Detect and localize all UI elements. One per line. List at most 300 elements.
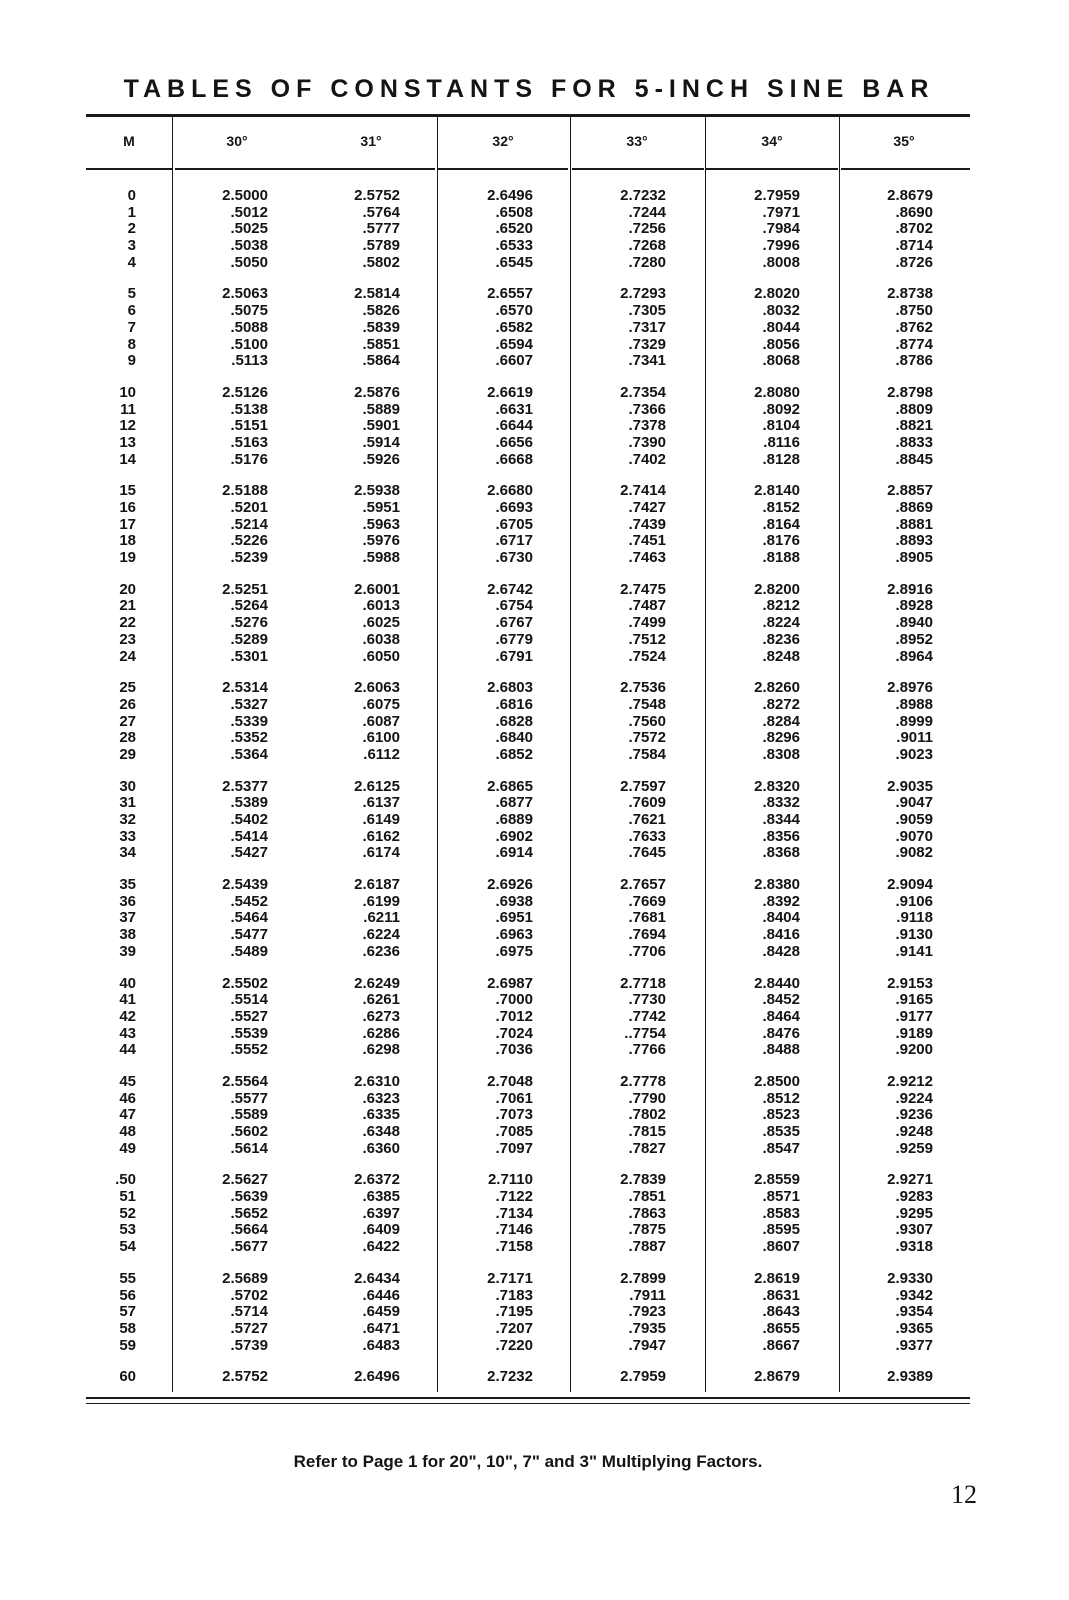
table-cell: .7512 [628, 630, 666, 648]
table-cell: .9283 [895, 1188, 933, 1206]
table-cell: .5963 [362, 515, 400, 533]
table-cell: .8702 [895, 220, 933, 238]
table-cell: .6570 [495, 302, 533, 320]
table-cell: 2.7657 [620, 876, 666, 894]
table-cell: .6211 [363, 909, 400, 927]
table-cell: 2.6865 [487, 777, 533, 795]
table-cell: .7609 [628, 794, 666, 812]
table-cell: .5151 [230, 417, 268, 435]
table-cell: .6335 [362, 1106, 400, 1124]
table-cell: .7815 [628, 1123, 666, 1140]
table-cell: .8416 [762, 926, 800, 944]
table-cell: .8068 [762, 352, 800, 370]
table-cell: .5739 [230, 1336, 268, 1354]
table-cell: .7195 [495, 1303, 533, 1321]
table-cell: .5527 [230, 1007, 268, 1025]
table-cell: .7560 [628, 712, 666, 730]
table-cell: 53 [119, 1221, 136, 1239]
row-group-gap [190, 567, 268, 582]
table-cell: .5201 [230, 499, 268, 516]
table-cell: 2.9153 [887, 974, 933, 992]
row-group-gap [86, 961, 136, 976]
table-cell: .5138 [230, 400, 268, 418]
table-cell: .5226 [230, 532, 268, 550]
table-cell: 2.5251 [222, 580, 268, 598]
table-cell: .6656 [495, 433, 533, 451]
header-31: 31° [360, 133, 382, 149]
table-cell: 2.6619 [487, 383, 533, 401]
row-group-gap [588, 1059, 666, 1074]
table-cell: .5239 [230, 549, 268, 567]
table-cell: 2.8260 [754, 679, 800, 697]
table-cell: .9342 [895, 1286, 933, 1304]
table-cell: .8344 [762, 811, 800, 828]
table-cell: .7584 [628, 745, 666, 763]
table-cell: 2.7110 [487, 1171, 533, 1189]
table-cell: 2.7597 [620, 777, 666, 795]
table-cell: 31 [119, 794, 136, 812]
table-cell: 2.7899 [620, 1269, 666, 1287]
table-cell: 42 [119, 1007, 136, 1025]
table-cell: 2.5439 [222, 876, 268, 894]
row-group-gap [722, 1157, 800, 1172]
table-cell: 28 [119, 729, 136, 747]
table-cell: .9318 [895, 1238, 933, 1256]
table-cell: .5802 [362, 253, 400, 271]
column-divider [839, 117, 840, 1392]
table-bottom-rule [86, 1403, 970, 1404]
row-group-gap [455, 468, 533, 483]
table-cell: .5901 [362, 417, 400, 435]
row-group-gap [190, 764, 268, 779]
table-cell: 18 [119, 532, 136, 550]
table-cell: 57 [119, 1303, 136, 1321]
table-cell: 46 [119, 1089, 136, 1107]
table-cell: 2.9271 [887, 1171, 933, 1189]
table-cell: .5951 [362, 499, 400, 516]
row-group-gap [722, 764, 800, 779]
table-cell: .6668 [495, 450, 533, 468]
row-group-gap [855, 1354, 933, 1369]
column-divider [705, 117, 706, 1392]
table-cell: .6902 [495, 827, 533, 845]
table-cell: .7256 [628, 220, 666, 238]
table-cell: .8940 [895, 614, 933, 632]
table-cell: .6730 [495, 549, 533, 567]
table-cell: .7390 [628, 433, 666, 451]
table-cell: .5339 [230, 712, 268, 730]
table-cell: .7134 [495, 1204, 533, 1222]
table-cell: .6112 [363, 745, 400, 763]
table-cell: 13 [119, 433, 136, 451]
table-cell: .5464 [230, 909, 268, 927]
row-group-gap [588, 862, 666, 877]
table-cell: 2 [127, 220, 136, 238]
table-cell: .8008 [762, 253, 800, 271]
row-group-gap [322, 1059, 400, 1074]
table-cell: .9011 [896, 729, 933, 747]
table-cell: .9377 [895, 1336, 933, 1354]
table-cell: .6087 [362, 712, 400, 730]
table-cell: .8152 [762, 499, 800, 516]
table-cell: .7244 [628, 203, 666, 221]
table-cell: 2.5627 [222, 1171, 268, 1189]
table-cell: 2.6434 [354, 1269, 400, 1287]
table-cell: .5826 [362, 302, 400, 320]
table-cell: 26 [119, 695, 136, 713]
table-cell: .5514 [230, 991, 268, 1009]
table-cell: .6717 [495, 532, 533, 550]
table-cell: .7572 [628, 729, 666, 747]
table-cell: .6840 [495, 729, 533, 747]
table-cell: .6174 [362, 844, 400, 862]
table-cell: .7499 [628, 614, 666, 632]
table-cell: 2.6803 [487, 679, 533, 697]
table-cell: .9177 [895, 1007, 933, 1025]
table-cell: .8392 [762, 892, 800, 910]
table-cell: .7378 [628, 417, 666, 435]
table-cell: 52 [119, 1204, 136, 1222]
table-cell: 56 [119, 1286, 136, 1304]
table-cell: .9354 [895, 1303, 933, 1321]
table-cell: .7706 [628, 942, 666, 960]
table-cell: 2.6987 [487, 974, 533, 992]
table-cell: .5038 [230, 237, 268, 255]
table-cell: 2.8440 [754, 974, 800, 992]
row-group-gap [455, 1157, 533, 1172]
table-cell: .8999 [895, 712, 933, 730]
table-cell: 35 [119, 876, 136, 894]
table-cell: .6938 [495, 892, 533, 910]
table-cell: 25 [119, 679, 136, 697]
table-cell: .7439 [628, 515, 666, 533]
table-cell: .8952 [895, 630, 933, 648]
table-cell: 10 [119, 383, 136, 401]
table-cell: .5477 [230, 926, 268, 944]
table-cell: .5664 [230, 1221, 268, 1239]
table-cell: .7012 [495, 1007, 533, 1025]
row-group-gap [855, 1059, 933, 1074]
table-cell: .8655 [762, 1319, 800, 1337]
table-cell: .8428 [762, 942, 800, 960]
table-cell: .8176 [762, 532, 800, 550]
table-cell: .7463 [628, 549, 666, 567]
row-group-gap [455, 665, 533, 680]
table-cell: .6963 [495, 926, 533, 944]
table-cell: .6594 [495, 335, 533, 353]
table-cell: .9023 [895, 745, 933, 763]
row-group-gap [86, 764, 136, 779]
row-group-gap [455, 862, 533, 877]
table-cell: 2.7959 [620, 1368, 666, 1386]
table-cell: 27 [119, 712, 136, 730]
row-group-gap [855, 862, 933, 877]
column-32 [455, 188, 533, 1386]
table-cell: 20 [119, 580, 136, 598]
table-cell: .6975 [495, 942, 533, 960]
table-cell: 23 [119, 630, 136, 648]
table-cell: .8356 [762, 827, 800, 845]
table-cell: .5100 [230, 335, 268, 353]
table-cell: .6631 [495, 400, 533, 418]
table-cell: .9365 [895, 1319, 933, 1337]
table-cell: .7524 [628, 647, 666, 665]
table-cell: 2.5876 [354, 383, 400, 401]
table-cell: .5727 [230, 1319, 268, 1337]
table-cell: .9236 [895, 1106, 933, 1124]
row-group-gap [86, 567, 136, 582]
table-cell: .5402 [230, 811, 268, 828]
row-group-gap [588, 370, 666, 385]
header-rule [706, 168, 838, 170]
row-group-gap [722, 961, 800, 976]
table-cell: .8667 [762, 1336, 800, 1354]
table-cell: .9130 [895, 926, 933, 944]
table-cell: .7329 [628, 335, 666, 353]
table-cell: .7887 [628, 1238, 666, 1256]
table-cell: .8056 [762, 335, 800, 353]
table-cell: 2.9330 [887, 1269, 933, 1287]
table-cell: .9189 [895, 1024, 933, 1042]
table-cell: .8964 [895, 647, 933, 665]
table-cell: .8762 [895, 318, 933, 336]
table-cell: .5364 [230, 745, 268, 763]
table-cell: .6224 [362, 926, 400, 944]
table-cell: 2.8798 [887, 383, 933, 401]
row-group-gap [86, 1354, 136, 1369]
table-cell: .6705 [495, 515, 533, 533]
table-cell: 2.7414 [620, 482, 666, 500]
table-cell: 16 [119, 499, 136, 516]
table-cell: .50 [115, 1171, 136, 1189]
table-cell: .6483 [362, 1336, 400, 1354]
table-cell: .6038 [362, 630, 400, 648]
table-cell: .6607 [495, 352, 533, 370]
table-cell: 33 [119, 827, 136, 845]
table-cell: .9295 [895, 1204, 933, 1222]
table-cell: .8488 [762, 1041, 800, 1059]
header-35: 35° [893, 133, 915, 149]
table-cell: 48 [119, 1123, 136, 1140]
row-group-gap [322, 1157, 400, 1172]
table-cell: .8296 [762, 729, 800, 747]
table-cell: .7863 [628, 1204, 666, 1222]
row-group-gap [190, 468, 268, 483]
row-group-gap [588, 1256, 666, 1271]
table-cell: .6162 [362, 827, 400, 845]
table-cell: .6273 [362, 1007, 400, 1025]
table-cell: .8128 [762, 450, 800, 468]
table-cell: .7451 [628, 532, 666, 550]
table-cell: .7911 [629, 1286, 666, 1304]
table-cell: .8284 [762, 712, 800, 730]
table-cell: 2.8857 [887, 482, 933, 500]
table-cell: .7766 [628, 1041, 666, 1059]
table-cell: .8845 [895, 450, 933, 468]
table-cell: .7402 [628, 450, 666, 468]
table-cell: .5988 [362, 549, 400, 567]
table-cell: 8 [127, 335, 136, 353]
header-rule [841, 168, 970, 170]
table-cell: 2.6496 [487, 187, 533, 204]
table-cell: .7158 [495, 1238, 533, 1256]
table-cell: .8523 [762, 1106, 800, 1124]
table-cell: 37 [119, 909, 136, 927]
row-group-gap [455, 1059, 533, 1074]
table-cell: .7085 [495, 1123, 533, 1140]
row-group-gap [588, 961, 666, 976]
table-cell: .7220 [495, 1336, 533, 1354]
table-cell: .7036 [495, 1041, 533, 1059]
table-cell: 2.9389 [887, 1368, 933, 1386]
table-cell: 2.8679 [754, 1368, 800, 1386]
table-cell: .8236 [762, 630, 800, 648]
table-cell: 0 [127, 187, 136, 204]
table-cell: 19 [119, 549, 136, 567]
table-cell: .5301 [230, 647, 268, 665]
table-cell: 2.7959 [754, 187, 800, 204]
row-group-gap [322, 370, 400, 385]
row-group-gap [855, 1256, 933, 1271]
table-cell: .9070 [895, 827, 933, 845]
table-cell: 2.7475 [620, 580, 666, 598]
table-cell: .7875 [628, 1221, 666, 1239]
table-cell: .8869 [895, 499, 933, 516]
header-rule [572, 168, 704, 170]
row-group-gap [86, 1256, 136, 1271]
table-cell: .5176 [230, 450, 268, 468]
row-group-gap [722, 370, 800, 385]
table-cell: .6075 [362, 695, 400, 713]
table-header [86, 117, 970, 169]
table-cell: 47 [119, 1106, 136, 1124]
column-30 [190, 188, 268, 1386]
table-cell: 11 [120, 400, 136, 418]
table-cell: 2.6372 [354, 1171, 400, 1189]
table-cell: 6 [127, 302, 136, 320]
table-cell: .7923 [628, 1303, 666, 1321]
row-group-gap [322, 862, 400, 877]
table-cell: 2.6926 [487, 876, 533, 894]
column-31 [322, 188, 400, 1386]
table-cell: .9307 [895, 1221, 933, 1239]
table-cell: 60 [119, 1368, 136, 1386]
row-group-gap [455, 271, 533, 286]
table-cell: .8833 [895, 433, 933, 451]
row-group-gap [190, 1256, 268, 1271]
table-cell: .7694 [628, 926, 666, 944]
table-cell: .6025 [362, 614, 400, 632]
table-cell: .7996 [762, 237, 800, 255]
table-cell: .6236 [362, 942, 400, 960]
table-cell: .8044 [762, 318, 800, 336]
row-group-gap [722, 567, 800, 582]
table-cell: 2.5814 [354, 285, 400, 303]
table-cell: .8092 [762, 400, 800, 418]
table-cell: 30 [119, 777, 136, 795]
table-cell: .8726 [895, 253, 933, 271]
table-cell: .8821 [895, 417, 933, 435]
table-cell: 2.8738 [887, 285, 933, 303]
table-cell: .8308 [762, 745, 800, 763]
table-cell: .5025 [230, 220, 268, 238]
table-cell: 2.8320 [754, 777, 800, 795]
table-cell: 2.8976 [887, 679, 933, 697]
row-group-gap [322, 665, 400, 680]
table-cell: 2.5126 [222, 383, 268, 401]
column-divider [172, 117, 173, 1392]
table-cell: 32 [119, 811, 136, 828]
table-cell: 49 [119, 1139, 136, 1157]
table-cell: .5214 [230, 515, 268, 533]
table-cell: .8032 [762, 302, 800, 320]
table-cell: 2.6310 [354, 1072, 400, 1090]
table-cell: .5452 [230, 892, 268, 910]
table-cell: .9047 [895, 794, 933, 812]
table-cell: 40 [119, 974, 136, 992]
table-cell: .5163 [230, 433, 268, 451]
table-cell: 55 [119, 1269, 136, 1287]
table-cell: 2.5314 [222, 679, 268, 697]
table-cell: 2.7354 [620, 383, 666, 401]
header-33: 33° [626, 133, 648, 149]
table-cell: .6446 [362, 1286, 400, 1304]
table-cell: 17 [119, 515, 136, 533]
table-cell: .8643 [762, 1303, 800, 1321]
table-cell: 2.8500 [754, 1072, 800, 1090]
table-cell: 58 [119, 1319, 136, 1337]
table-cell: .9106 [895, 892, 933, 910]
table-cell: .8774 [895, 335, 933, 353]
table-cell: .6149 [362, 811, 400, 828]
table-cell: .5764 [362, 203, 400, 221]
table-cell: .8476 [762, 1024, 800, 1042]
table-cell: .6013 [362, 597, 400, 615]
table-cell: .5789 [362, 237, 400, 255]
table-cell: .5926 [362, 450, 400, 468]
row-group-gap [855, 1157, 933, 1172]
table-cell: .6508 [495, 203, 533, 221]
header-rule [175, 168, 435, 170]
table-cell: .6852 [495, 745, 533, 763]
table-cell: .8404 [762, 909, 800, 927]
table-cell: 2.7171 [487, 1269, 533, 1287]
row-group-gap [86, 468, 136, 483]
table-cell: .8750 [895, 302, 933, 320]
table-cell: .7984 [762, 220, 800, 238]
table-cell: .5489 [230, 942, 268, 960]
table-cell: .5075 [230, 302, 268, 320]
table-cell: .5577 [230, 1089, 268, 1107]
table-cell: .8332 [762, 794, 800, 812]
table-cell: ..7754 [624, 1024, 666, 1042]
table-cell: .6520 [495, 220, 533, 238]
table-cell: .6533 [495, 237, 533, 255]
table-cell: 51 [119, 1188, 136, 1206]
table-cell: .7427 [628, 499, 666, 516]
table-cell: 2.6496 [354, 1368, 400, 1386]
table-cell: 43 [119, 1024, 136, 1042]
table-cell: .9200 [895, 1041, 933, 1059]
table-cell: 2.9094 [887, 876, 933, 894]
table-cell: .6261 [362, 991, 400, 1009]
table-cell: 36 [119, 892, 136, 910]
table-cell: 2.5752 [354, 187, 400, 204]
table-cell: 1 [127, 203, 136, 221]
table-cell: .7097 [495, 1139, 533, 1157]
table-cell: .6767 [495, 614, 533, 632]
table-cell: .6471 [362, 1319, 400, 1337]
